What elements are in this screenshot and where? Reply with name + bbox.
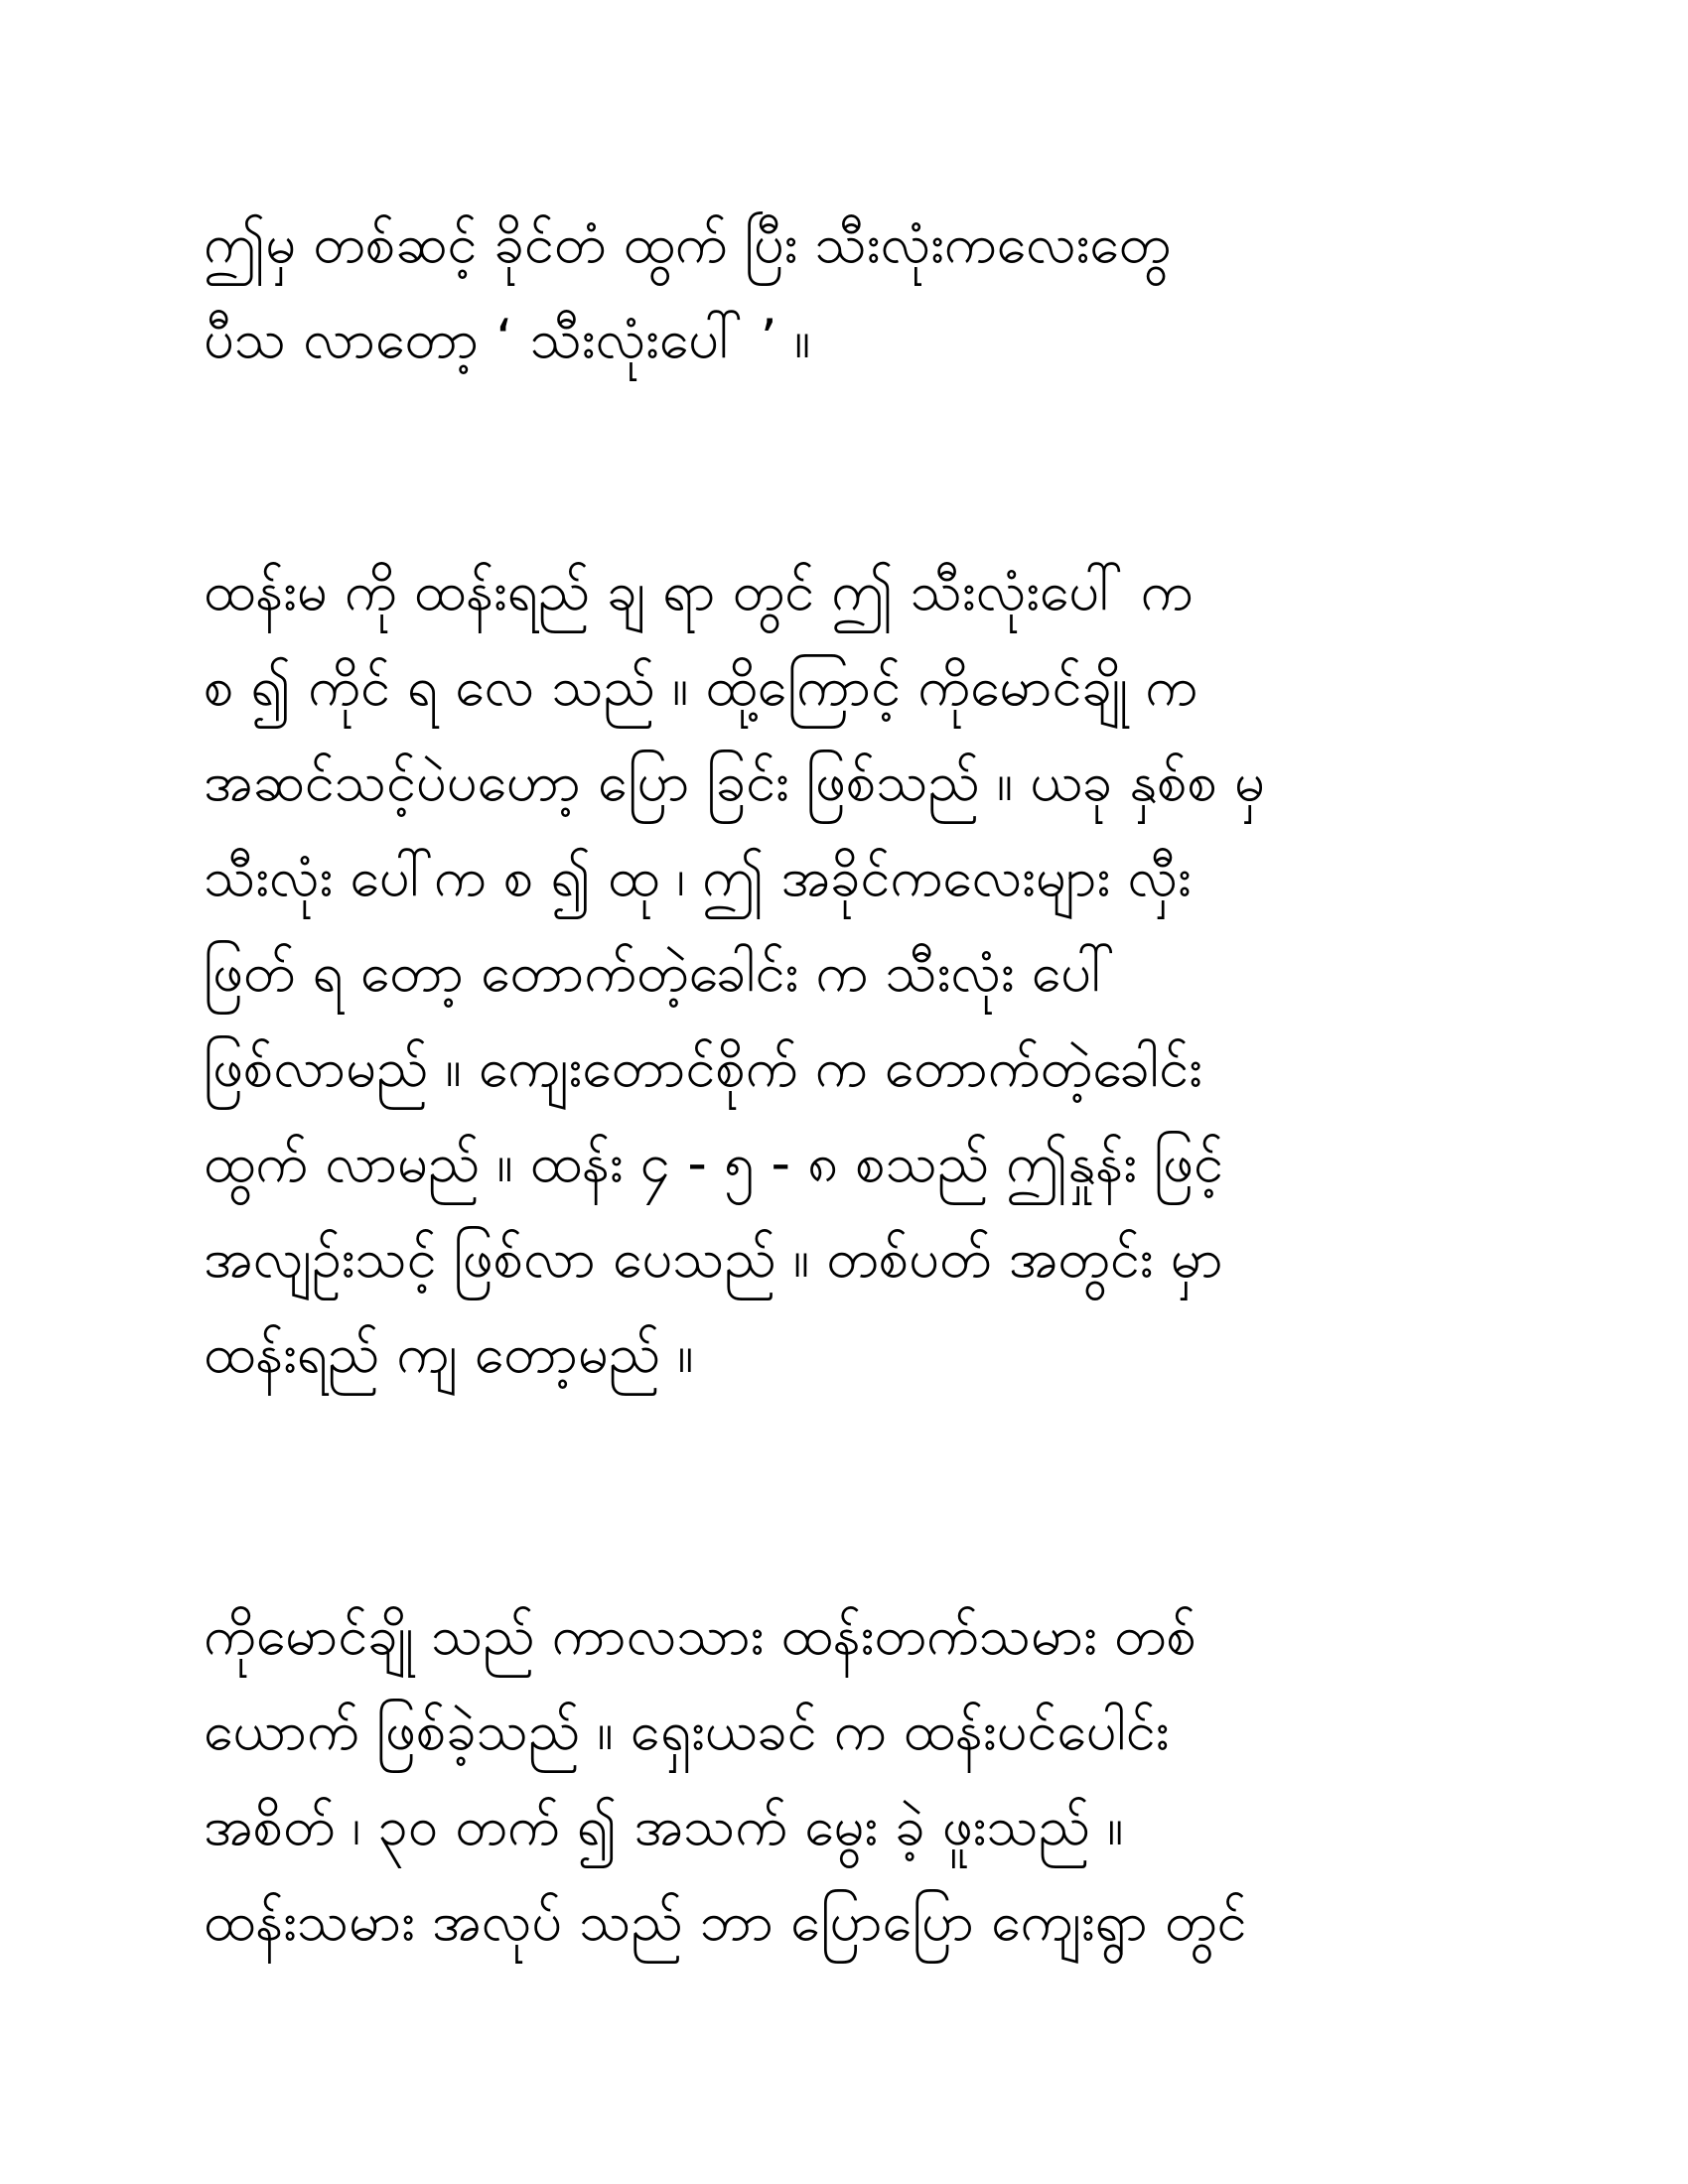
text-line: သီးလုံး ပေါ်က စ ၍ ထု ၊ ဤ အခိုင်ကလေးများ လှီး [204, 846, 1192, 908]
text-line: အဆင်သင့်ပဲပဟော့ ပြော ခြင်း ဖြစ်သည် ။ ယခု နှစ်စ မှ [204, 751, 1265, 813]
paragraph-1 [204, 197, 1514, 387]
text-line: ထန်းသမား အလုပ် သည် ဘာ ပြောပြော ကျေးရွာ တွင် [204, 1890, 1247, 1953]
paragraph-3 [204, 1588, 1514, 1970]
text-line: ထန်းရည် ကျ တော့မည် ။ [204, 1322, 694, 1385]
text-line: အလျဉ်းသင့် ဖြစ်လာ ပေသည် ။ တစ်ပတ် အတွင်း မှာ [204, 1227, 1223, 1290]
text-line: ထွက် လာမည် ။ ထန်း ၄ - ၅ - ၈ စသည် ဤနှုန်း ဖြင့် [204, 1132, 1223, 1194]
text-line: ပီသ လာတော့ ‘ သီးလုံးပေါ် ’ ။ [204, 308, 811, 370]
text-line: စ ၍ ကိုင် ရ လေ သည် ။ ထို့ကြောင့် ကိုမောင်ချို က [204, 655, 1198, 718]
text-line: ဖြတ် ရ တော့ တောက်တဲ့ခေါင်း က သီးလုံး ပေါ် [204, 941, 1116, 1004]
text-line: အစိတ် ၊ ၃၀ တက် ၍ အသက် မွေး ခဲ့ ဖူးသည် ။ [204, 1795, 1124, 1857]
text-line: ယောက် ဖြစ်ခဲ့သည် ။ ရှေးယခင် က ထန်းပင်ပေါင်း [204, 1700, 1170, 1762]
text-line: ထန်းမ ကို ထန်းရည် ချ ရာ တွင် ဤ သီးလုံးပေါ် က [204, 560, 1194, 622]
text-line: ဤမှ တစ်ဆင့် ခိုင်တံ ထွက် ပြီး သီးလုံးကလေးတွေ [204, 212, 1172, 275]
text-line: ဖြစ်လာမည် ။ ကျေးတောင်စိုက် က တောက်တဲ့ခေါင်း [204, 1036, 1202, 1099]
text-line: ကိုမောင်ချို သည် ကာလသား ထန်းတက်သမား တစ် [204, 1604, 1196, 1667]
paragraph-2 [204, 544, 1514, 1402]
